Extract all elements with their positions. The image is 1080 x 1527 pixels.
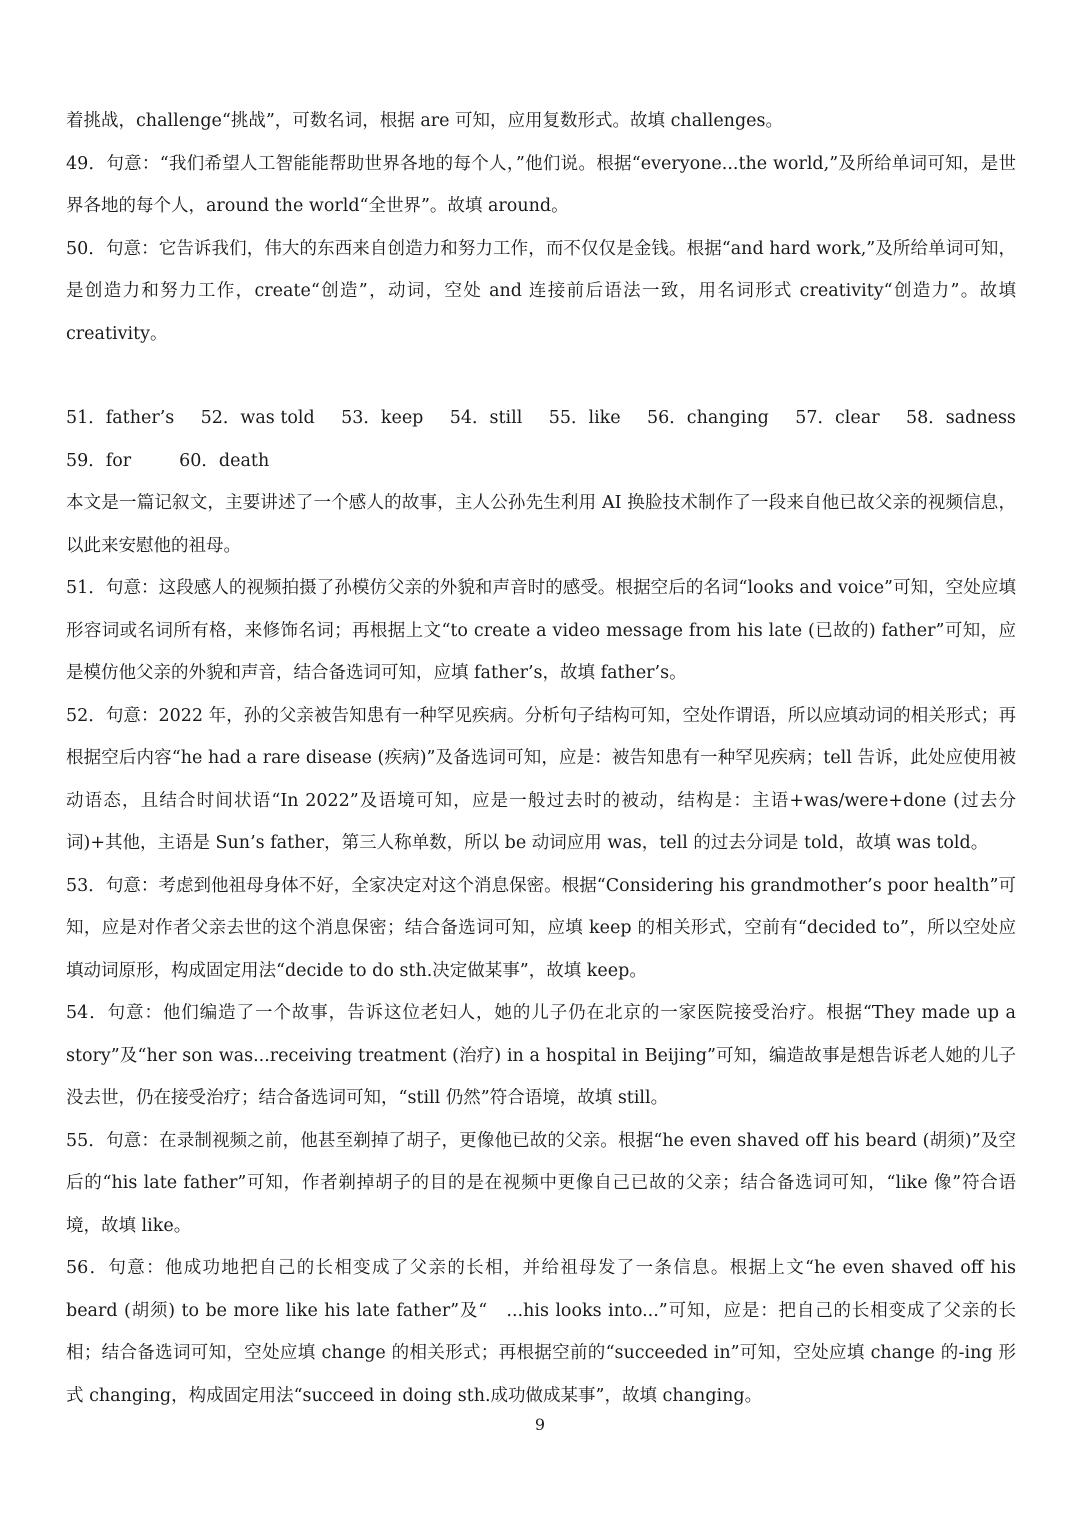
answer-57: 57．clear	[795, 408, 880, 428]
paragraph-q55: 55．句意：在录制视频之前，他甚至剃掉了胡子，更像他已故的父亲。根据“he even shaved off his beard (胡须)”及空后的“his late father”可知，作者剃掉胡子的目的是在视频中更像自己已故的父亲；结合备选词可知，“like 像”符合语境，故填 like。	[66, 1130, 1016, 1236]
paragraph-q51: 51．句意：这段感人的视频拍摄了孙模仿父亲的外貌和声音时的感受。根据空后的名词“looks and voice”可知，空处应填形容词或名词所有格，来修饰名词；再根据上文“to create a video message from his late (已故的) father”可知，应是模仿他父亲的外貌和声音，结合备选词可知，应填 father’s，故填 father’s。	[66, 578, 1016, 683]
answer-51: 51．father’s	[66, 408, 175, 428]
answer-55: 55．like	[548, 408, 621, 428]
page-number: 9	[534, 1415, 546, 1434]
answer-key-row-1	[66, 397, 1016, 440]
paragraph-q53: 53．句意：考虑到他祖母身体不好，全家决定对这个消息保密。根据“Considering his grandmother’s poor health”可知，应是对作者父亲去世的这个消息保密；结合备选词可知，应填 keep 的相关形式，空前有“decided to”，所以空处应填动词原形，构成固定用法“decide to do sth.决定做某事”，故填 keep。	[66, 875, 1016, 981]
section-gap	[66, 355, 1016, 397]
answer-59: 59．for	[66, 450, 132, 471]
paragraph-q50: 50．句意：它告诉我们，伟大的东西来自创造力和努力工作，而不仅仅是金钱。根据“and hard work,”及所给单词可知，是创造力和努力工作，create“创造”，动词，空处 and 连接前后语法一致，用名词形式 creativity“创造力”。故填 creativity。	[66, 238, 1016, 344]
answer-56: 56．changing	[647, 408, 769, 428]
paragraph-q54: 54．句意：他们编造了一个故事，告诉这位老妇人，她的儿子仍在北京的一家医院接受治疗。根据“They made up a story”及“her son was...receiving treatment (治疗) in a hospital in Beijing”可知，编造故事是想告诉老人她的儿子没去世，仍在接受治疗；结合备选词可知，“still 仍然”符合语境，故填 still。	[66, 1003, 1016, 1108]
page-content	[66, 100, 1016, 1417]
answer-54: 54．still	[449, 408, 523, 428]
answer-60: 60．death	[179, 450, 270, 471]
answer-key-row-2	[66, 440, 1016, 483]
paragraph-challenges: 着挑战，challenge“挑战”，可数名词，根据 are 可知，应用复数形式。故填 challenges。	[66, 111, 783, 131]
paragraph-q49: 49．句意：“我们希望人工智能能帮助世界各地的每个人，”他们说。根据“everyone...the world,”及所给单词可知，是世界各地的每个人，around the world“全世界”。故填 around。	[66, 153, 1016, 216]
paragraph-q56: 56．句意：他成功地把自己的长相变成了父亲的长相，并给祖母发了一条信息。根据上文“he even shaved off his beard (胡须) to be more like his late father”及“ ...his looks into...”可知，应是：把自己的长相变成了父亲的长相；结合备选词可知，空处应填 change 的相关形式；再根据空前的“succeeded in”可知，空处应填 change 的-ing 形式 changing，构成固定用法“succeed in doing sth.成功做成某事”，故填 changing。	[66, 1258, 1016, 1406]
answer-58: 58．sadness	[905, 408, 1016, 428]
paragraph-q52: 52．句意：2022 年，孙的父亲被告知患有一种罕见疾病。分析句子结构可知，空处作谓语，所以应填动词的相关形式；再根据空后内容“he had a rare disease (疾病)”及备选词可知，应是：被告知患有一种罕见疾病；tell 告诉，此处应使用被动语态，且结合时间状语“In 2022”及语境可知，应是一般过去时的被动，结构是：主语+was/were+done (过去分词)+其他，主语是 Sun’s father，第三人称单数，所以 be 动词应用 was，tell 的过去分词是 told，故填 was told。	[66, 705, 1016, 853]
answer-52: 52．was told	[200, 408, 315, 428]
paragraph-summary: 本文是一篇记叙文，主要讲述了一个感人的故事，主人公孙先生利用 AI 换脸技术制作了一段来自他已故父亲的视频信息，以此来安慰他的祖母。	[66, 493, 1016, 556]
answer-53: 53．keep	[341, 408, 424, 428]
